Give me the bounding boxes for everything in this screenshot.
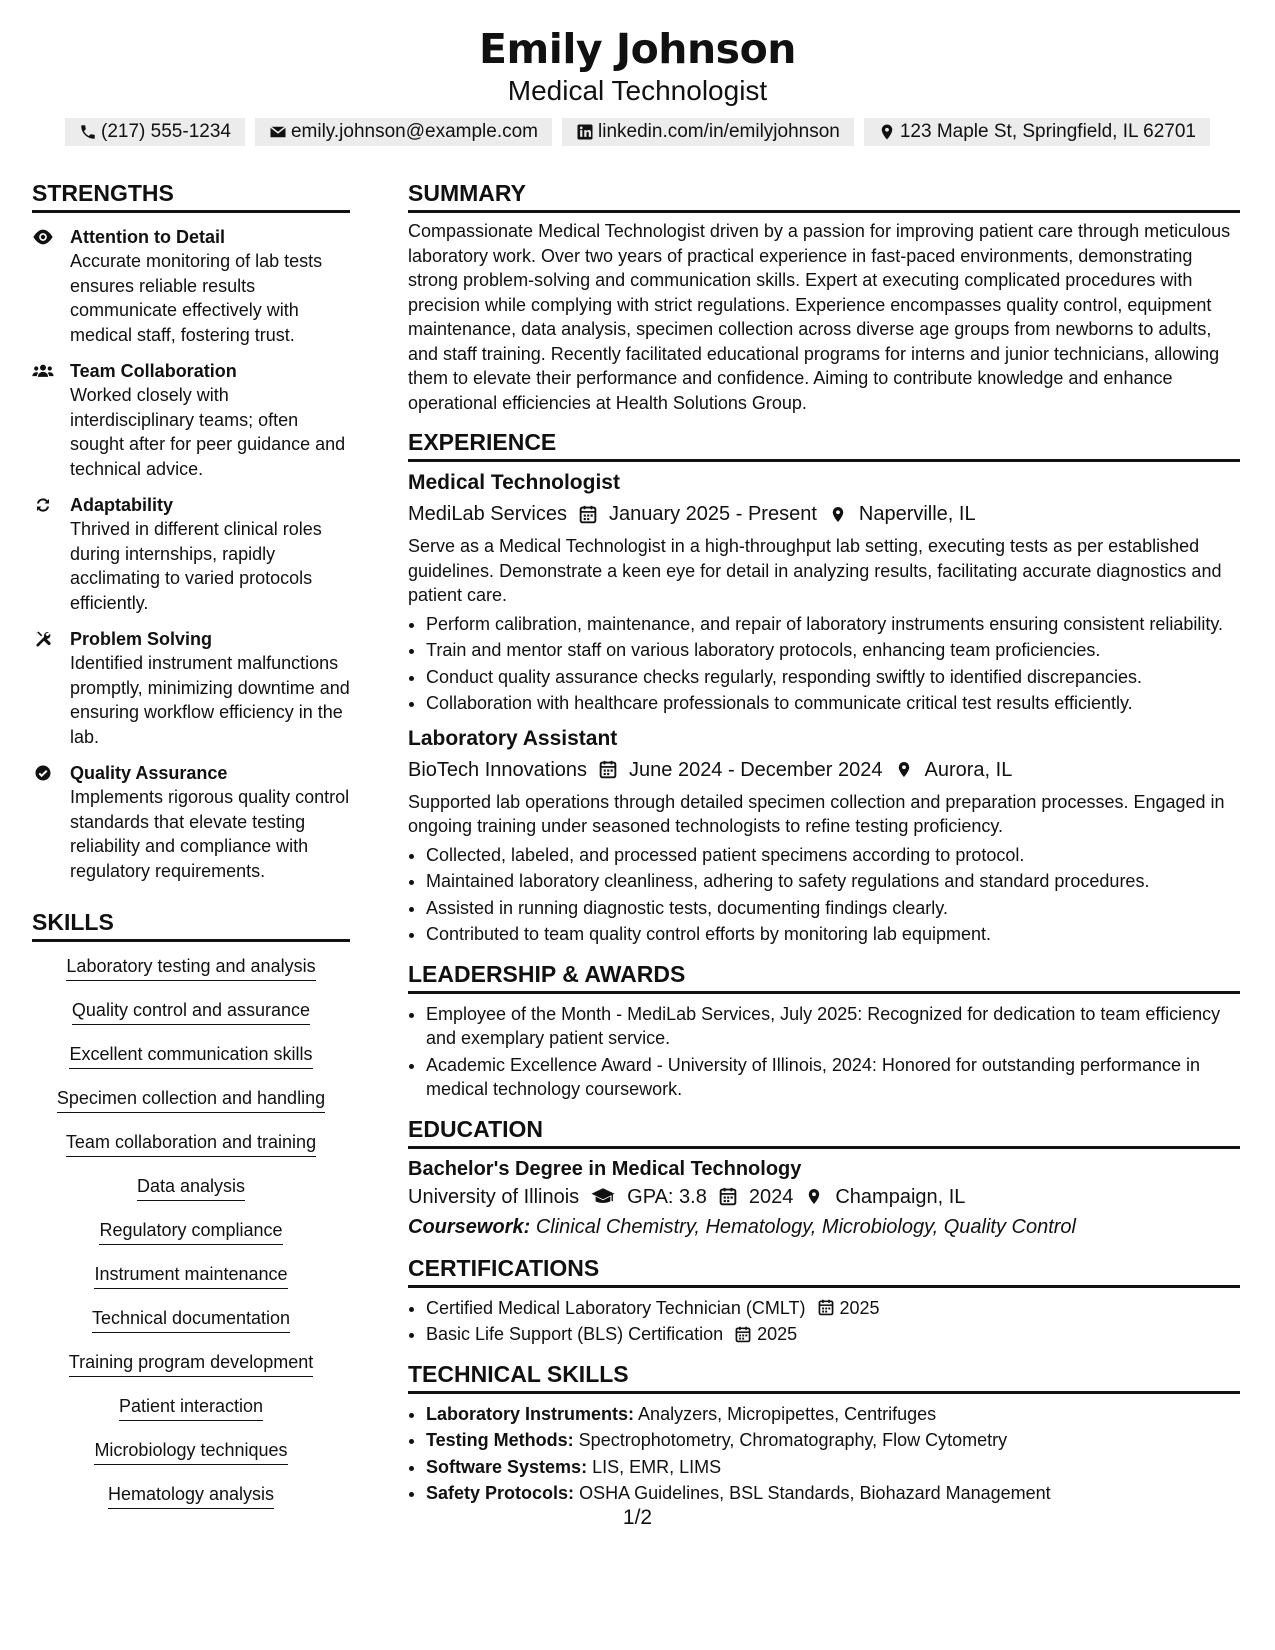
award-item: • Employee of the Month - MediLab Services, July 2025: Recognized for dedication to team efficiency and exemplary patient service.: [426, 1002, 1240, 1051]
technical-skill-item: [426, 1428, 1240, 1453]
job-bullet: • Contributed to team quality control efforts by monitoring lab equipment.: [426, 922, 1240, 947]
job-company: BioTech Innovations: [408, 758, 588, 781]
job-entry: [408, 470, 1240, 716]
job-bullets: [408, 843, 1240, 947]
job-description: Supported lab operations through detailed specimen collection and preparation processes. Engaged in ongoing training under seasoned technologists to refine testing proficiency.: [408, 791, 1225, 836]
technical-skill-item: [426, 1481, 1240, 1506]
resume-header: [0, 0, 1275, 146]
skill-item: Patient interaction: [119, 1394, 263, 1421]
calendar-icon: [579, 505, 597, 524]
job-location: Naperville, IL: [858, 503, 976, 525]
strengths-heading: STRENGTHS: [32, 180, 350, 213]
award-item: • Academic Excellence Award - University of Illinois, 2024: Honored for outstanding performance in medical technology coursework.: [426, 1053, 1240, 1102]
coursework: [408, 1213, 1240, 1241]
certifications-heading: CERTIFICATIONS: [408, 1255, 1240, 1288]
skill-item: Team collaboration and training: [66, 1130, 316, 1157]
location-pin-icon: [878, 123, 896, 141]
technical-skill-value: Analyzers, Micropipettes, Centrifuges: [638, 1403, 937, 1424]
eye-icon: [32, 228, 54, 246]
technical-skill-item: [426, 1455, 1240, 1480]
strength-item: [32, 225, 350, 347]
technical-skill-item: [426, 1402, 1240, 1427]
job-location: Aurora, IL: [924, 758, 1013, 781]
technical-skill-label: Software Systems:: [426, 1456, 588, 1477]
job-bullet: • Assisted in running diagnostic tests, documenting findings clearly.: [426, 896, 1240, 921]
job-dates: June 2024 - December 2024: [629, 758, 883, 781]
calendar-icon: [719, 1187, 737, 1206]
location-pin-icon: [805, 1187, 823, 1206]
strength-item: [32, 359, 350, 481]
technical-skill-label: Laboratory Instruments:: [426, 1403, 635, 1424]
education-meta: [408, 1183, 1240, 1211]
contact-linkedin-text: linkedin.com/in/emilyjohnson: [598, 121, 840, 142]
technical-skill-label: Testing Methods:: [426, 1430, 574, 1450]
contact-bar: [0, 118, 1275, 146]
right-column: [408, 180, 1240, 1508]
graduation-year: 2024: [748, 1185, 794, 1208]
skill-item: Training program development: [69, 1350, 313, 1377]
contact-address: [864, 118, 1210, 146]
contact-email-text: emily.johnson@example.com: [290, 121, 539, 142]
job-meta: [408, 756, 1240, 784]
job-bullet: • Conduct quality assurance checks regularly, responding swiftly to identified discrepancies.: [426, 665, 1240, 690]
strength-title: Attention to Detail: [70, 227, 225, 247]
coursework-label: Coursework:: [408, 1215, 531, 1238]
strength-item: [32, 761, 350, 883]
school-location: Champaign, IL: [835, 1185, 966, 1208]
job-bullet: • Collected, labeled, and processed patient specimens according to protocol.: [426, 843, 1240, 868]
skills-heading: SKILLS: [32, 909, 350, 942]
sync-icon: [32, 496, 54, 514]
strength-title: Team Collaboration: [70, 361, 237, 381]
graduation-cap-icon: [591, 1187, 615, 1206]
candidate-name: Emily Johnson: [479, 25, 796, 73]
candidate-title: Medical Technologist: [507, 75, 768, 106]
job-dates: January 2025 - Present: [608, 503, 817, 525]
job-description: Serve as a Medical Technologist in a high-throughput lab setting, executing tests as per established guidelines. Demonstrate a keen eye for detail in analyzing results, facilitating accurate diagnostics and patient care.: [408, 536, 1222, 605]
strength-desc: Identified instrument malfunctions promptly, minimizing downtime and ensuring workflow efficiency in the lab.: [70, 653, 350, 747]
check-circle-icon: [32, 764, 54, 782]
experience-heading: EXPERIENCE: [408, 429, 1240, 462]
job-bullets: [408, 612, 1240, 716]
page-number: 1/2: [622, 1506, 653, 1529]
certifications-list: [408, 1296, 1240, 1347]
left-column: [32, 180, 350, 1526]
strengths-list: [32, 225, 350, 883]
job-bullet: • Train and mentor staff on various laboratory protocols, enhancing team proficiencies.: [426, 638, 1240, 663]
skill-item: Instrument maintenance: [94, 1262, 287, 1289]
job-bullet: • Collaboration with healthcare professionals to communicate critical test results efficiently.: [426, 691, 1240, 716]
certification-item: [426, 1296, 1240, 1321]
envelope-icon: [269, 123, 287, 141]
contact-phone-text: (217) 555-1234: [101, 121, 231, 142]
technical-skill-value: LIS, EMR, LIMS: [592, 1456, 722, 1477]
skill-item: Hematology analysis: [108, 1482, 274, 1509]
technical-skill-value: Spectrophotometry, Chromatography, Flow Cytometry: [578, 1430, 1008, 1450]
contact-email[interactable]: [255, 118, 552, 146]
location-pin-icon: [895, 760, 913, 779]
degree-title: Bachelor's Degree in Medical Technology: [408, 1157, 802, 1180]
calendar-icon: [818, 1299, 834, 1316]
certification-item: [426, 1322, 1240, 1347]
skill-item: Regulatory compliance: [99, 1218, 282, 1245]
strength-item: [32, 627, 350, 749]
job-meta: [408, 500, 1240, 528]
contact-linkedin[interactable]: [562, 118, 854, 146]
coursework-list: Clinical Chemistry, Hematology, Microbiology, Quality Control: [535, 1215, 1076, 1238]
users-icon: [32, 362, 54, 380]
strength-title: Quality Assurance: [70, 763, 228, 783]
linkedin-icon: [576, 123, 594, 141]
strength-desc: Accurate monitoring of lab tests ensures reliable results communicate effectively with medical staff, fostering trust.: [70, 251, 323, 345]
school-name: University of Illinois: [408, 1185, 580, 1208]
strength-desc: Worked closely with interdisciplinary teams; often sought after for peer guidance and technical advice.: [70, 385, 346, 479]
location-pin-icon: [829, 505, 847, 524]
technical-skills-list: [408, 1402, 1240, 1506]
tools-icon: [32, 630, 54, 648]
job-company: MediLab Services: [408, 503, 567, 525]
summary-heading: SUMMARY: [408, 180, 1240, 213]
strength-title: Adaptability: [70, 495, 174, 515]
calendar-icon: [599, 760, 617, 779]
job-bullet: • Perform calibration, maintenance, and repair of laboratory instruments ensuring consistent reliability.: [426, 612, 1240, 637]
technical-skills-heading: TECHNICAL SKILLS: [408, 1361, 1240, 1394]
strength-item: [32, 493, 350, 615]
job-entry: [408, 726, 1240, 947]
technical-skill-value: OSHA Guidelines, BSL Standards, Biohazard Management: [579, 1483, 1051, 1503]
strength-desc: Thrived in different clinical roles during internships, rapidly acclimating to varied protocols efficiently.: [70, 519, 322, 613]
gpa: GPA: 3.8: [627, 1185, 707, 1208]
skill-item: Technical documentation: [92, 1306, 290, 1333]
strength-desc: Implements rigorous quality control standards that elevate testing reliability and compliance with regulatory requirements.: [70, 787, 350, 881]
job-title: Laboratory Assistant: [408, 726, 618, 750]
technical-skill-label: Safety Protocols:: [426, 1483, 575, 1503]
summary-text: Compassionate Medical Technologist driven by a passion for improving patient care through meticulous laboratory work. Over two years of practical experience in fast-paced environments, demonstrating strong problem-solving and communication skills. Expert at executing complicated procedures with precision while complying with strict regulations. Experience encompasses quality control, equipment maintenance, data analysis, specimen collection across diverse age groups from newborns to adults, and staff training. Recently facilitated educational programs for interns and junior technicians, allowing them to elevate their performance and confidence. Aiming to contribute knowledge and enhance operational efficiencies at Health Solutions Group.: [408, 221, 1231, 413]
skill-item: Specimen collection and handling: [57, 1086, 325, 1113]
education-heading: EDUCATION: [408, 1116, 1240, 1149]
skill-item: Microbiology techniques: [94, 1438, 287, 1465]
skill-item: Data analysis: [137, 1174, 245, 1201]
strength-title: Problem Solving: [70, 629, 213, 649]
job-title: Medical Technologist: [408, 471, 620, 494]
certification-name: • Certified Medical Laboratory Technician (CMLT): [426, 1297, 806, 1318]
contact-phone[interactable]: [65, 118, 245, 146]
awards-heading: LEADERSHIP & AWARDS: [408, 961, 1240, 994]
contact-address-text: 123 Maple St, Springfield, IL 62701: [899, 121, 1196, 142]
job-bullet: • Maintained laboratory cleanliness, adhering to safety regulations and standard procedures.: [426, 869, 1240, 894]
skill-item: Laboratory testing and analysis: [66, 954, 315, 981]
skills-list: [32, 954, 350, 1526]
calendar-icon: [735, 1326, 751, 1343]
skill-item: Excellent communication skills: [69, 1042, 312, 1069]
phone-icon: [79, 123, 97, 141]
awards-list: [408, 1002, 1240, 1102]
certification-year: 2025: [757, 1324, 798, 1344]
certification-name: • Basic Life Support (BLS) Certification: [426, 1324, 724, 1344]
skill-item: Quality control and assurance: [72, 998, 310, 1025]
certification-year: 2025: [839, 1297, 880, 1318]
